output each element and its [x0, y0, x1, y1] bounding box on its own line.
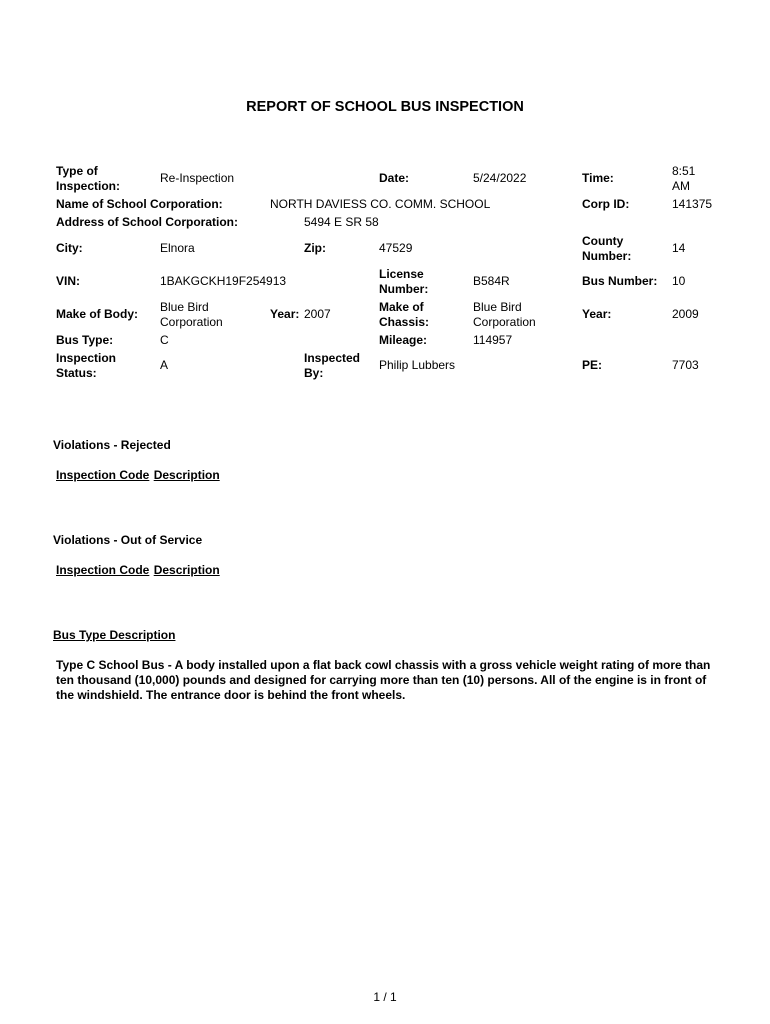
pe-label: PE: — [582, 358, 603, 372]
date-label: Date: — [379, 171, 410, 185]
time-label: Time: — [582, 171, 614, 185]
vin-label: VIN: — [56, 274, 80, 288]
city-label: City: — [56, 241, 83, 255]
violations-out-of-service-heading: Violations - Out of Service — [53, 533, 203, 547]
license-number-value: B584R — [473, 274, 510, 288]
date-value: 5/24/2022 — [473, 171, 527, 185]
violations-out-of-service-header-row — [56, 563, 220, 578]
page-indicator: 1 / 1 — [373, 990, 397, 1004]
mileage-value: 114957 — [473, 333, 513, 347]
make-of-body-value: Blue Bird Corporation — [160, 300, 223, 329]
inspected-by-value: Philip Lubbers — [379, 358, 456, 372]
bus-type-description-heading: Bus Type Description — [53, 628, 176, 642]
description-column-header: Description — [153, 468, 220, 482]
body-year-value: 2007 — [304, 307, 331, 321]
chassis-year-value: 2009 — [672, 307, 699, 321]
school-corp-address-label: Address of School Corporation: — [56, 215, 239, 229]
county-number-value: 14 — [672, 241, 686, 255]
violations-rejected-header-row — [56, 468, 220, 483]
bus-type-description-text: Type C School Bus - A body installed upon a flat back cowl chassis with a gross vehicle weight rating of more than ten thousand (10,000) pounds and designed for carrying more than ten (10) persons. All of the engine is in front of the windshield. The entrance door is behind the front wheels. — [56, 658, 711, 702]
bus-number-label: Bus Number: — [582, 274, 658, 288]
inspected-by-label: Inspected By: — [304, 351, 361, 380]
pe-value: 7703 — [672, 358, 699, 372]
city-value: Elnora — [160, 241, 195, 255]
vin-value: 1BAKGCKH19F254913 — [160, 274, 287, 288]
type-of-inspection-label: Type of Inspection: — [56, 164, 121, 193]
violations-rejected-heading: Violations - Rejected — [53, 438, 171, 452]
inspection-code-column-header: Inspection Code — [56, 468, 150, 482]
license-number-label: License Number: — [379, 267, 429, 296]
zip-label: Zip: — [304, 241, 326, 255]
make-of-body-label: Make of Body: — [56, 307, 139, 321]
corp-id-label: Corp ID: — [582, 197, 630, 211]
bus-number-value: 10 — [672, 274, 686, 288]
body-year-label: Year: — [270, 307, 300, 321]
corp-id-value: 141375 — [672, 197, 713, 211]
time-value: 8:51 AM — [672, 164, 696, 193]
bus-type-label: Bus Type: — [56, 333, 114, 347]
school-corp-name-value: NORTH DAVIESS CO. COMM. SCHOOL — [270, 197, 491, 211]
school-corp-name-label: Name of School Corporation: — [56, 197, 223, 211]
bus-type-value: C — [160, 333, 169, 347]
inspection-code-column-header: Inspection Code — [56, 563, 150, 577]
mileage-label: Mileage: — [379, 333, 428, 347]
inspection-status-value: A — [160, 358, 169, 372]
school-corp-address-value: 5494 E SR 58 — [304, 215, 379, 229]
make-of-chassis-label: Make of Chassis: — [379, 300, 430, 329]
zip-value: 47529 — [379, 241, 413, 255]
inspection-status-label: Inspection Status: — [56, 351, 117, 380]
page-title: REPORT OF SCHOOL BUS INSPECTION — [246, 99, 524, 115]
make-of-chassis-value: Blue Bird Corporation — [473, 300, 536, 329]
county-number-label: County Number: — [582, 234, 632, 263]
chassis-year-label: Year: — [582, 307, 612, 321]
description-column-header: Description — [153, 563, 220, 577]
type-of-inspection-value: Re-Inspection — [160, 171, 235, 185]
